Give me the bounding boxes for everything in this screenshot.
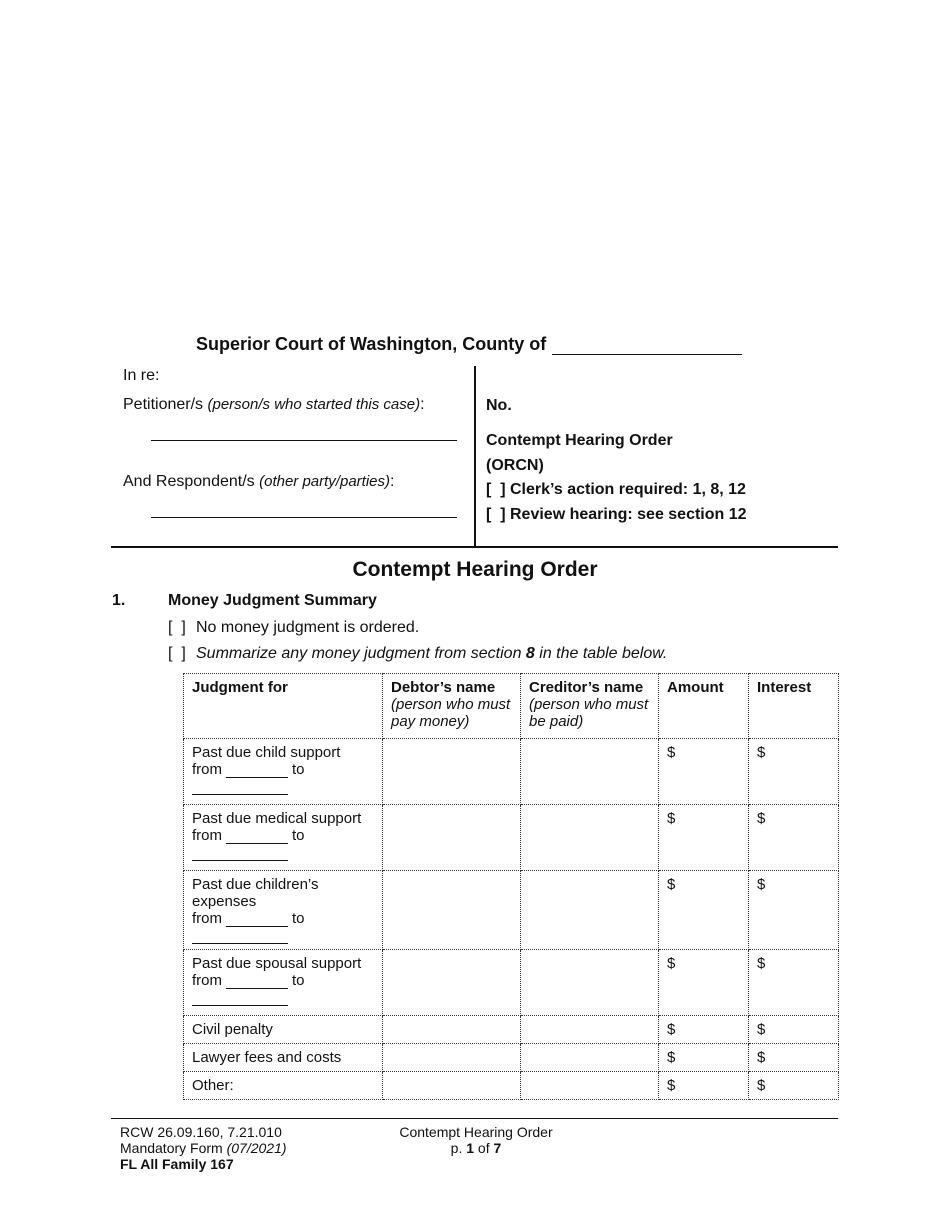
row-label: Civil penalty xyxy=(192,1021,273,1038)
respondent-label-text: And Respondent/s xyxy=(123,473,255,490)
row-label: Other: xyxy=(192,1077,234,1094)
petitioner-label xyxy=(123,396,425,414)
footer-form-id: FL All Family 167 xyxy=(120,1156,234,1172)
county-blank[interactable] xyxy=(552,336,742,355)
judgment-for-cell xyxy=(184,739,383,805)
option-summarize-post: in the table below. xyxy=(534,645,668,662)
judgment-for-cell xyxy=(184,1044,383,1072)
option-summarize-pre: Summarize any money judgment from section xyxy=(196,645,526,662)
table-row xyxy=(184,739,839,805)
option-summarize-section: 8 xyxy=(525,645,535,662)
to-label: to xyxy=(292,972,305,989)
row-label: Past due children’s expenses xyxy=(192,876,319,910)
amount-cell[interactable] xyxy=(659,1016,749,1044)
amount-cell[interactable] xyxy=(659,1044,749,1072)
from-date-blank[interactable] xyxy=(226,829,288,844)
creditor-cell[interactable] xyxy=(521,1016,659,1044)
section-number: 1. xyxy=(112,592,126,609)
petitioner-colon: : xyxy=(420,396,425,413)
debtor-cell[interactable] xyxy=(383,1044,521,1072)
interest-cell[interactable] xyxy=(749,1072,839,1100)
footer-page-num: 1 xyxy=(466,1140,475,1156)
footer-page-mid: of xyxy=(474,1140,494,1156)
interest-cell[interactable] xyxy=(749,1044,839,1072)
footer-rcw: RCW 26.09.160, 7.21.010 xyxy=(120,1124,282,1140)
to-date-blank[interactable] xyxy=(192,989,288,1006)
respondent-colon: : xyxy=(390,473,395,490)
creditor-cell[interactable] xyxy=(521,805,659,871)
debtor-cell[interactable] xyxy=(383,871,521,950)
header-amount-text: Amount xyxy=(667,679,724,696)
header-creditor xyxy=(521,674,659,739)
judgment-for-cell xyxy=(184,950,383,1016)
to-label: to xyxy=(292,761,305,778)
interest-cell[interactable] xyxy=(749,950,839,1016)
dollar-sign: $ xyxy=(667,744,676,761)
creditor-cell[interactable] xyxy=(521,739,659,805)
option-summarize-judgment[interactable] xyxy=(168,645,667,663)
judgment-for-cell xyxy=(184,805,383,871)
respondent-label xyxy=(123,473,394,491)
from-date-blank[interactable] xyxy=(226,974,288,989)
table-row xyxy=(184,950,839,1016)
review-hearing-checkbox[interactable]: [ ] Review hearing: see section 12 xyxy=(486,506,747,523)
dollar-sign: $ xyxy=(757,810,766,827)
row-label: Past due spousal support xyxy=(192,955,362,972)
header-amount xyxy=(659,674,749,739)
footer-page-total: 7 xyxy=(493,1140,502,1156)
option-no-judgment-text: No money judgment is ordered. xyxy=(196,619,420,636)
interest-cell[interactable] xyxy=(749,739,839,805)
footer-rule xyxy=(111,1118,838,1119)
table-row xyxy=(184,1044,839,1072)
order-code: (ORCN) xyxy=(486,457,544,474)
dollar-sign: $ xyxy=(667,810,676,827)
to-date-blank[interactable] xyxy=(192,927,288,944)
amount-cell[interactable] xyxy=(659,739,749,805)
amount-cell[interactable] xyxy=(659,805,749,871)
caption-divider xyxy=(474,366,476,548)
table-row xyxy=(184,805,839,871)
from-label: from xyxy=(192,761,222,778)
row-label: Past due child support xyxy=(192,744,341,761)
dollar-sign: $ xyxy=(667,1049,676,1066)
table-row xyxy=(184,871,839,950)
footer-mandatory xyxy=(120,1140,287,1156)
from-label: from xyxy=(192,972,222,989)
header-interest xyxy=(749,674,839,739)
to-date-blank[interactable] xyxy=(192,844,288,861)
creditor-cell[interactable] xyxy=(521,871,659,950)
dollar-sign: $ xyxy=(757,1049,766,1066)
amount-cell[interactable] xyxy=(659,871,749,950)
respondent-note: (other party/parties) xyxy=(259,473,390,490)
clerk-action-checkbox[interactable]: [ ] Clerk’s action required: 1, 8, 12 xyxy=(486,481,746,498)
header-creditor-text: Creditor’s name xyxy=(529,679,644,696)
from-date-blank[interactable] xyxy=(226,763,288,778)
document-title: Contempt Hearing Order xyxy=(352,558,598,581)
row-label: Lawyer fees and costs xyxy=(192,1049,342,1066)
header-judgment-for xyxy=(184,674,383,739)
creditor-cell[interactable] xyxy=(521,1072,659,1100)
checkbox[interactable]: [ ] xyxy=(168,619,186,636)
dollar-sign: $ xyxy=(757,955,766,972)
footer-center xyxy=(376,1124,576,1156)
petitioner-label-text: Petitioner/s xyxy=(123,396,204,413)
dollar-sign: $ xyxy=(667,955,676,972)
dollar-sign: $ xyxy=(757,876,766,893)
in-re-label: In re: xyxy=(123,367,160,384)
option-summarize-text xyxy=(196,645,667,662)
debtor-cell[interactable] xyxy=(383,1072,521,1100)
from-date-blank[interactable] xyxy=(226,912,288,927)
creditor-cell[interactable] xyxy=(521,950,659,1016)
amount-cell[interactable] xyxy=(659,950,749,1016)
dollar-sign: $ xyxy=(667,1077,676,1094)
interest-cell[interactable] xyxy=(749,1016,839,1044)
order-title-caption: Contempt Hearing Order xyxy=(486,432,673,449)
table-row xyxy=(184,1072,839,1100)
header-judgment-for-text: Judgment for xyxy=(192,679,288,696)
dollar-sign: $ xyxy=(757,1021,766,1038)
case-number-label: No. xyxy=(486,397,512,414)
respondent-name-line[interactable] xyxy=(151,517,457,518)
dollar-sign: $ xyxy=(667,1021,676,1038)
dollar-sign: $ xyxy=(757,1077,766,1094)
table-header-row xyxy=(184,674,839,739)
from-label: from xyxy=(192,910,222,927)
debtor-cell[interactable] xyxy=(383,950,521,1016)
to-label: to xyxy=(292,910,305,927)
section-title: Money Judgment Summary xyxy=(168,592,377,609)
row-label: Past due medical support xyxy=(192,810,362,827)
to-label: to xyxy=(292,827,305,844)
footer-mandatory-date: (07/2021) xyxy=(226,1140,287,1156)
from-label: from xyxy=(192,827,222,844)
amount-cell[interactable] xyxy=(659,1072,749,1100)
creditor-cell[interactable] xyxy=(521,1044,659,1072)
dollar-sign: $ xyxy=(667,876,676,893)
money-judgment-table xyxy=(183,673,839,1100)
footer-left xyxy=(120,1124,287,1172)
footer-page-pre: p. xyxy=(450,1140,467,1156)
petitioner-note: (person/s who started this case) xyxy=(207,396,421,413)
footer-page xyxy=(376,1140,576,1156)
debtor-cell[interactable] xyxy=(383,805,521,871)
checkbox[interactable]: [ ] xyxy=(168,645,186,662)
dollar-sign: $ xyxy=(757,744,766,761)
to-date-blank[interactable] xyxy=(192,778,288,795)
debtor-cell[interactable] xyxy=(383,739,521,805)
debtor-cell[interactable] xyxy=(383,1016,521,1044)
judgment-for-cell xyxy=(184,1016,383,1044)
court-title xyxy=(196,334,742,355)
option-no-judgment[interactable] xyxy=(168,619,419,637)
header-interest-text: Interest xyxy=(757,679,812,696)
header-debtor-note: (person who must pay money) xyxy=(391,696,511,730)
interest-cell[interactable] xyxy=(749,805,839,871)
header-debtor xyxy=(383,674,521,739)
petitioner-name-line[interactable] xyxy=(151,440,457,441)
judgment-for-cell xyxy=(184,1072,383,1100)
footer-center-title: Contempt Hearing Order xyxy=(399,1124,553,1140)
caption-bottom-rule xyxy=(111,546,838,548)
footer-mandatory-text: Mandatory Form xyxy=(120,1140,227,1156)
court-title-text: Superior Court of Washington, County of xyxy=(196,334,547,354)
table-row xyxy=(184,1016,839,1044)
header-debtor-text: Debtor’s name xyxy=(391,679,496,696)
judgment-for-cell xyxy=(184,871,383,950)
header-creditor-note: (person who must be paid) xyxy=(529,696,649,730)
interest-cell[interactable] xyxy=(749,871,839,950)
